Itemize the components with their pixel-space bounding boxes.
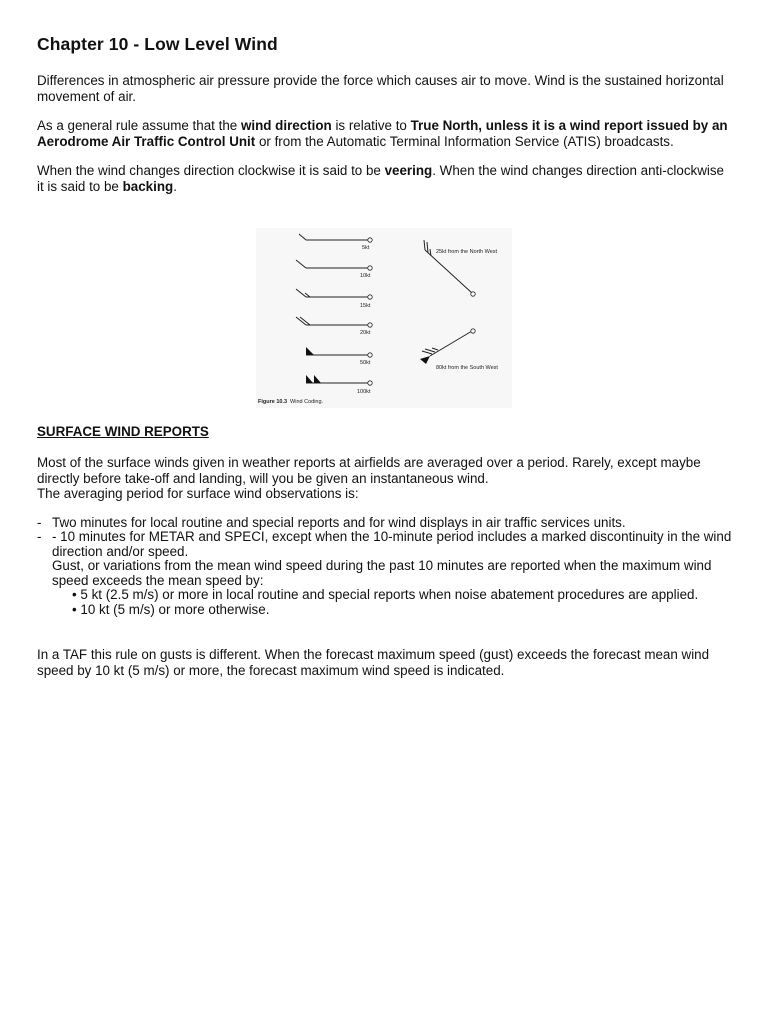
figure-background: [256, 228, 512, 408]
spacer: [37, 617, 732, 647]
barb-label-10kt: 10kt: [360, 273, 371, 279]
bold-true-north: True North, unless it is a wind report issued by an Aerodrome Air Traffic Control Unit: [37, 118, 728, 149]
bold-veering: veering: [384, 163, 433, 178]
list-item: [37, 516, 732, 531]
barb-label-100kt: 100kt: [357, 389, 371, 395]
wind-coding-figure: [256, 228, 512, 408]
sub-list-item: • 10 kt (5 m/s) or more otherwise.: [72, 601, 270, 617]
wind-coding-diagram: [256, 228, 512, 408]
page-title: Chapter 10 - Low Level Wind: [37, 34, 278, 54]
text-span: When the wind changes direction clockwise it is said to be: [37, 163, 385, 178]
text-span: or from the Automatic Terminal Information Service (ATIS) broadcasts.: [255, 133, 674, 149]
list-item-text: - 10 minutes for METAR and SPECI, except when the 10-minute period includes a marked discontinuity in the wind direction and/or speed.: [52, 529, 732, 559]
sw-wind-label: 80kt from the South West: [436, 365, 498, 371]
list-item: [37, 530, 732, 617]
list-item-text: Two minutes for local routine and special reports and for wind displays in air traffic services units.: [52, 514, 626, 530]
barb-label-20kt: 20kt: [360, 330, 371, 336]
dash-bullet: -: [37, 514, 42, 530]
barb-label-5kt: 5kt: [362, 245, 370, 251]
averaging-period-intro: The averaging period for surface wind observations is:: [37, 486, 359, 501]
wind-direction-paragraph: [37, 118, 732, 149]
gust-text: Gust, or variations from the mean wind speed during the past 10 minutes are reported when the maximum wind speed exceeds the mean speed by:: [52, 558, 712, 588]
text-span: .: [173, 178, 177, 194]
sub-list-item: • 5 kt (2.5 m/s) or more in local routine and special reports when noise abatement procedures are applied.: [72, 587, 699, 602]
bold-wind-direction: wind direction: [240, 118, 332, 133]
taf-paragraph: In a TAF this rule on gusts is different. When the forecast maximum speed (gust) exceeds the forecast mean wind speed by 10 kt (5 m/s) or more, the forecast maximum wind speed is indicated.: [37, 647, 710, 678]
figure-caption-number: Figure 10.3: [258, 399, 288, 405]
text-span: As a general rule assume that the: [37, 118, 241, 133]
figure-caption: [258, 399, 324, 405]
nw-wind-label: 25kt from the North West: [436, 249, 498, 255]
averaging-text: Most of the surface winds given in weather reports at airfields are averaged over a period. Rarely, except maybe directly before take-off and landing, will you be given an instantaneous wind.: [37, 455, 701, 486]
text-span: is relative to: [331, 118, 411, 133]
section-title: SURFACE WIND REPORTS: [37, 424, 209, 439]
figure-caption-text: Wind Coding.: [290, 399, 324, 405]
intro-paragraph: Differences in atmospheric air pressure provide the force which causes air to move. Wind is the sustained horizontal movement of air.: [37, 73, 724, 104]
text-span: . When the wind changes direction anti-clockwise it is said to be: [37, 163, 724, 194]
document-page: [37, 34, 732, 692]
gust-sublist: [52, 588, 732, 617]
dash-bullet: -: [37, 529, 42, 544]
barb-label-50kt: 50kt: [360, 360, 371, 366]
averaging-period-list: [37, 516, 732, 618]
veering-backing-paragraph: [37, 163, 732, 194]
averaging-paragraph: [37, 455, 732, 502]
barb-label-15kt: 15kt: [360, 303, 371, 309]
bold-backing: backing: [122, 178, 174, 194]
